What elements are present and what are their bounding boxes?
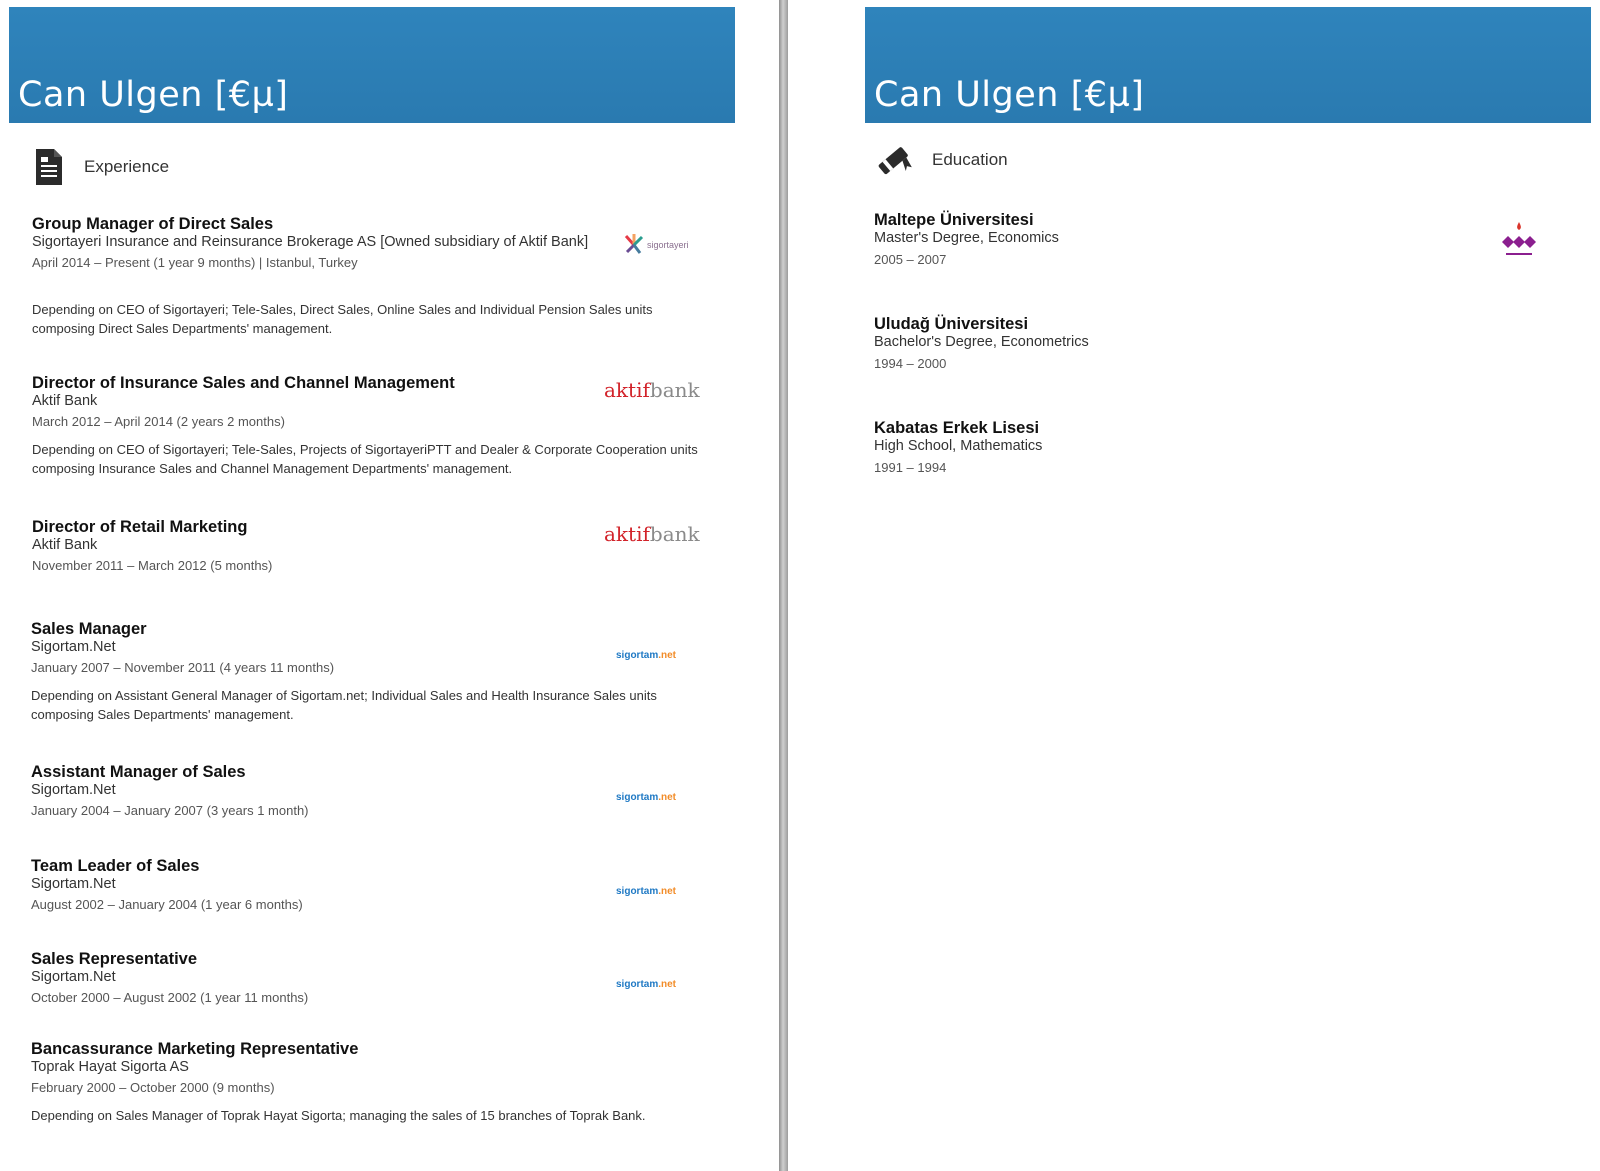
experience-entry bbox=[31, 762, 591, 819]
company-name: Sigortayeri Insurance and Reinsurance Brokerage AS [Owned subsidiary of Aktif Bank] bbox=[32, 234, 589, 250]
company-name: Aktif Bank bbox=[32, 537, 98, 553]
position-dates: January 2007 – November 2011 (4 years 11 months) bbox=[31, 660, 335, 675]
name-banner bbox=[9, 7, 735, 123]
company-name: Sigortam.Net bbox=[31, 782, 116, 798]
company-name: Sigortam.Net bbox=[31, 876, 116, 892]
sigortamnet-logo-main: sigortam bbox=[616, 979, 659, 990]
sigortamnet-logo-main: sigortam bbox=[616, 886, 659, 897]
experience-entry bbox=[31, 1039, 711, 1125]
experience-entry bbox=[32, 214, 592, 271]
company-name: Sigortam.Net bbox=[31, 639, 116, 655]
company-name: Aktif Bank bbox=[32, 393, 98, 409]
profile-name: Can Ulgen [€µ] bbox=[18, 75, 289, 115]
position-title: Director of Insurance Sales and Channel Management bbox=[32, 374, 455, 392]
school-name: Maltepe Üniversitesi bbox=[874, 211, 1034, 229]
experience-description-block bbox=[32, 300, 712, 338]
document-icon bbox=[34, 148, 64, 186]
sigortayeri-logo-text: sigortayeri bbox=[647, 240, 689, 250]
sigortamnet-logo-net: .net bbox=[658, 979, 677, 990]
aktifbank-logo-aktif: aktif bbox=[604, 522, 650, 546]
education-entry bbox=[874, 314, 1434, 372]
position-dates: March 2012 – April 2014 (2 years 2 months) bbox=[32, 414, 285, 429]
position-description: Depending on CEO of Sigortayeri; Tele-Sales, Direct Sales, Online Sales and Individual Pension Sales units composing Direct Sales Departments' management. bbox=[32, 302, 653, 336]
aktifbank-logo bbox=[604, 378, 700, 402]
resume-page-education bbox=[794, 0, 1600, 1171]
experience-entry bbox=[31, 856, 591, 913]
position-dates: January 2004 – January 2007 (3 years 1 month) bbox=[31, 803, 309, 818]
sigortayeri-mark-icon bbox=[624, 234, 644, 256]
position-dates: October 2000 – August 2002 (1 year 11 months) bbox=[31, 990, 309, 1005]
sigortamnet-logo-main: sigortam bbox=[616, 650, 659, 661]
position-description: Depending on Assistant General Manager of Sigortam.net; Individual Sales and Health Insurance Sales units composing Sales Departments' management. bbox=[31, 688, 657, 722]
position-description: Depending on CEO of Sigortayeri; Tele-Sales, Projects of SigortayeriPTT and Dealer & Corporate Cooperation units composing Insurance Sales and Channel Management Departments' management. bbox=[32, 442, 698, 476]
position-title: Director of Retail Marketing bbox=[32, 518, 248, 536]
profile-name: Can Ulgen [€µ] bbox=[874, 75, 1145, 115]
experience-heading: Experience bbox=[84, 157, 170, 176]
education-heading: Education bbox=[932, 150, 1008, 169]
aktifbank-logo-aktif: aktif bbox=[604, 378, 650, 402]
company-name: Toprak Hayat Sigorta AS bbox=[31, 1059, 189, 1075]
sigortayeri-logo bbox=[624, 234, 689, 256]
position-dates: August 2002 – January 2004 (1 year 6 months) bbox=[31, 897, 303, 912]
education-section-header bbox=[874, 140, 1008, 180]
position-title: Sales Manager bbox=[31, 620, 147, 638]
school-name: Kabatas Erkek Lisesi bbox=[874, 419, 1040, 437]
experience-entry bbox=[31, 619, 711, 724]
position-title: Bancassurance Marketing Representative bbox=[31, 1040, 359, 1058]
school-name: Uludağ Üniversitesi bbox=[874, 315, 1029, 333]
sigortamnet-logo bbox=[616, 650, 676, 661]
sigortamnet-logo bbox=[616, 979, 676, 990]
company-name: Sigortam.Net bbox=[31, 969, 116, 985]
degree-name: Bachelor's Degree, Econometrics bbox=[874, 334, 1089, 350]
aktifbank-logo-bank: bank bbox=[649, 522, 700, 546]
position-description: Depending on Sales Manager of Toprak Hayat Sigorta; managing the sales of 15 branches of Toprak Bank. bbox=[31, 1108, 646, 1123]
degree-name: Master's Degree, Economics bbox=[874, 230, 1059, 246]
position-title: Group Manager of Direct Sales bbox=[32, 215, 274, 233]
position-title: Sales Representative bbox=[31, 950, 198, 968]
sigortamnet-logo-net: .net bbox=[658, 650, 677, 661]
school-dates: 1991 – 1994 bbox=[874, 460, 947, 475]
sigortamnet-logo-net: .net bbox=[658, 792, 677, 803]
sigortamnet-logo-main: sigortam bbox=[616, 792, 659, 803]
position-dates: November 2011 – March 2012 (5 months) bbox=[32, 558, 273, 573]
school-dates: 1994 – 2000 bbox=[874, 356, 947, 371]
page-divider bbox=[776, 0, 794, 1171]
school-dates: 2005 – 2007 bbox=[874, 252, 947, 267]
sigortamnet-logo bbox=[616, 886, 676, 897]
sigortamnet-logo bbox=[616, 792, 676, 803]
position-title: Assistant Manager of Sales bbox=[31, 763, 246, 781]
position-title: Team Leader of Sales bbox=[31, 857, 200, 875]
position-dates: April 2014 – Present (1 year 9 months) | Istanbul, Turkey bbox=[32, 255, 358, 270]
aktifbank-logo bbox=[604, 522, 700, 546]
education-entry bbox=[874, 418, 1434, 476]
name-banner bbox=[865, 7, 1591, 123]
position-dates: February 2000 – October 2000 (9 months) bbox=[31, 1080, 275, 1095]
experience-entry bbox=[32, 517, 592, 574]
aktifbank-logo-bank: bank bbox=[649, 378, 700, 402]
sigortamnet-logo-net: .net bbox=[658, 886, 677, 897]
experience-section-header bbox=[34, 148, 169, 186]
experience-entry bbox=[31, 949, 591, 1006]
maltepe-university-logo bbox=[1498, 220, 1540, 262]
resume-page-experience bbox=[0, 0, 776, 1171]
diploma-icon bbox=[874, 140, 914, 180]
education-entry bbox=[874, 210, 1434, 268]
degree-name: High School, Mathematics bbox=[874, 438, 1043, 454]
